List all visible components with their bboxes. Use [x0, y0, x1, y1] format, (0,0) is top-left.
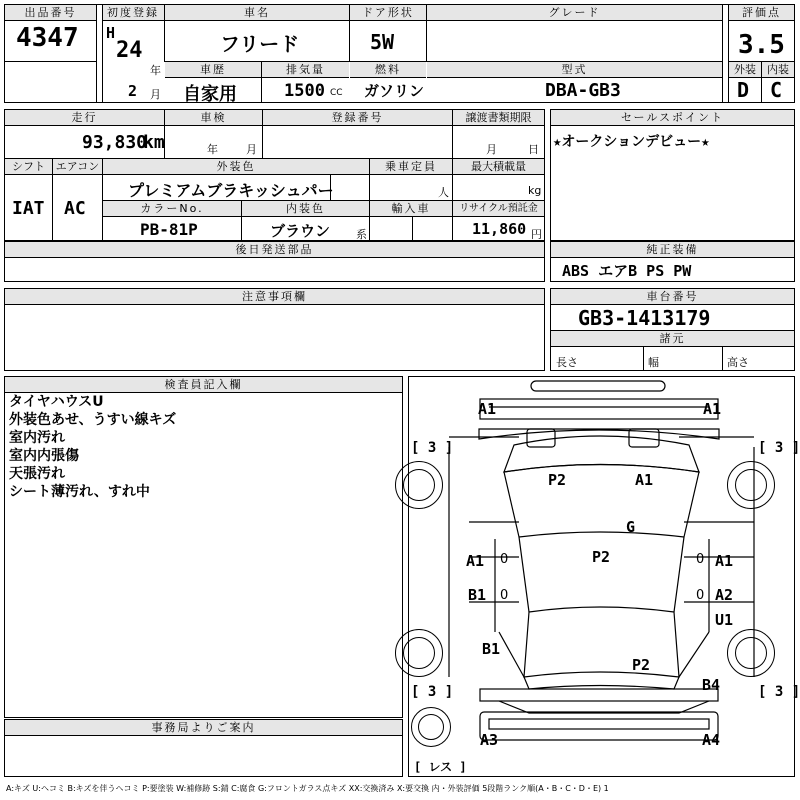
color-no-label: カラーNo. [103, 201, 241, 217]
color-no-value: PB-81P [140, 220, 198, 239]
office-label: 事務局よりご案内 [5, 720, 402, 736]
later-parts-label: 後日発送部品 [5, 242, 544, 258]
name-label: 車名 [165, 5, 349, 21]
fuel-value: ガソリン [364, 82, 425, 100]
mark-right-u1: U1 [715, 611, 734, 629]
tire-tread-rr: [ 3 ] [758, 684, 800, 700]
dims-label: 諸元 [551, 331, 794, 347]
door-type: 5W [370, 30, 395, 54]
sales-label: セールスポイント [551, 110, 794, 126]
recycle-label: リサイクル預託金 [453, 201, 544, 217]
door-label: ドア形状 [350, 5, 426, 21]
mileage-value: 93,830 [82, 132, 148, 153]
mark-hood-p2: P2 [548, 471, 567, 489]
inspection-label: 車検 [165, 110, 262, 126]
ac-value: AC [64, 198, 86, 219]
tire-tread-fl: [ 3 ] [411, 440, 454, 456]
mark-right-a1: A1 [715, 552, 734, 570]
mark-rear-b4: B4 [702, 676, 721, 694]
capacity-label: 乗車定員 [370, 159, 452, 175]
mark-right-a2: A2 [715, 586, 734, 604]
mileage-label: 走行 [5, 110, 164, 126]
displacement-label: 排気量 [262, 62, 349, 78]
era: H [106, 24, 116, 42]
transfer-label: 譲渡書類期限 [453, 110, 544, 126]
mark-front-left: A1 [478, 400, 497, 418]
mark-left-a1: A1 [466, 552, 485, 570]
lot-number: 4347 [16, 23, 79, 53]
equipment-label: 純正装備 [551, 242, 794, 258]
chassis-label: 車台番号 [551, 289, 794, 305]
history-label: 車歴 [165, 62, 261, 78]
ac-label: エアコン [53, 159, 102, 175]
spare-tire-note: [ レス ] [414, 760, 467, 774]
legend: A:キズ U:ヘコミ B:キズを伴うヘコミ P:要塗装 W:補修跡 S:錆 C:腐食 G:フロントガラス点キズ XX:交換済み X:要交換 内・外装評価 5段階ランク順(A・B・C・D・E) 1 [6, 784, 609, 793]
year-unit: 年 [150, 64, 161, 77]
mark-left-b1: B1 [468, 586, 487, 604]
displacement-unit: CC [330, 88, 343, 98]
history-value: 自家用 [183, 84, 237, 105]
interior-label: 内装色 [242, 201, 369, 217]
recycle-value: 11,860 [472, 220, 527, 238]
month: 2 [128, 82, 138, 100]
reg-label: 初度登録 [102, 5, 164, 21]
color-label: 外装色 [103, 159, 369, 175]
vehicle-name: フリード [220, 32, 300, 56]
inspector-label: 検査員記入欄 [5, 377, 402, 393]
year: 24 [116, 38, 143, 63]
sales-point: ★オークションデビュー★ [553, 134, 710, 150]
month-unit: 月 [150, 88, 161, 101]
chassis-value: GB3-1413179 [578, 306, 711, 330]
mark-glass-g: G [626, 518, 636, 536]
color-value: プレミアムブラキッシュパー [128, 181, 334, 200]
score-label: 評価点 [729, 5, 794, 21]
interior-value: ブラウン [270, 222, 331, 240]
int-label: 内装 [762, 62, 794, 78]
model-value: DBA-GB3 [545, 80, 621, 101]
tire-tread-rl: [ 3 ] [411, 684, 454, 700]
car-diagram [408, 376, 795, 777]
grade-label: グレード [427, 5, 722, 21]
mark-roof-p2: P2 [592, 548, 611, 566]
ext-score: D [737, 78, 750, 102]
fuel-label: 燃料 [350, 62, 426, 78]
load-label: 最大積載量 [453, 159, 544, 175]
score-value: 3.5 [738, 30, 785, 60]
shift-value: IAT [12, 198, 45, 219]
ext-label: 外装 [729, 62, 761, 78]
displacement-value: 1500 [284, 81, 325, 101]
model-label: 型式 [427, 62, 722, 78]
mark-rear-p2: P2 [632, 656, 651, 674]
shift-label: シフト [5, 159, 52, 175]
mark-hood-a1: A1 [635, 471, 654, 489]
mark-rear-a3: A3 [480, 731, 499, 749]
mileage-unit: km [143, 132, 165, 153]
lot-label: 出品番号 [5, 5, 96, 21]
mark-rear-left-b1: B1 [482, 640, 501, 658]
reg-no-label: 登録番号 [263, 110, 452, 126]
mark-rear-a4: A4 [702, 731, 721, 749]
tire-tread-fr: [ 3 ] [758, 440, 800, 456]
mark-front-right: A1 [703, 400, 722, 418]
equipment-value: ABS エアB PS PW [562, 262, 692, 280]
notes-label: 注意事項欄 [5, 289, 544, 305]
int-score: C [770, 78, 783, 102]
inspector-notes: タイヤハウスU 外装色あせ、うすい線キズ 室内汚れ 室内内張傷 天張汚れ シート薄汚れ、すれ中 [9, 394, 177, 500]
import-label: 輸入車 [370, 201, 452, 217]
